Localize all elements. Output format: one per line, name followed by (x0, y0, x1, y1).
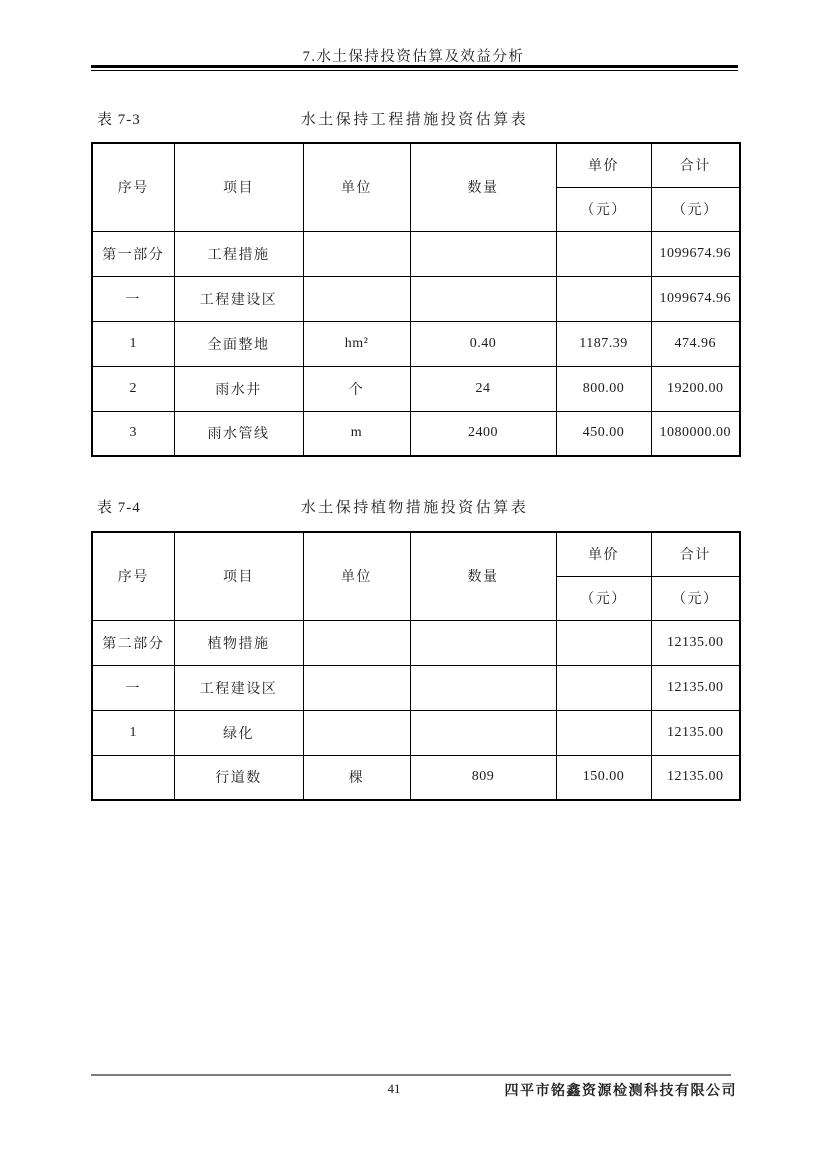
table-cell: 一 (92, 665, 174, 710)
table-cell: 0.40 (410, 321, 556, 366)
table-cell (410, 710, 556, 755)
table-cell: 雨水管线 (174, 411, 303, 456)
table-cell: 450.00 (556, 411, 651, 456)
table-cell (303, 620, 410, 665)
table-cell: 2 (92, 366, 174, 411)
table-cell (556, 710, 651, 755)
table-cell: 1080000.00 (651, 411, 740, 456)
col-header-qty: 数量 (410, 532, 556, 620)
table-cell: 150.00 (556, 755, 651, 800)
table-cell: 工程建设区 (174, 665, 303, 710)
col-header-total: 合计 (651, 532, 740, 576)
table-7-3 (91, 142, 741, 457)
table-cell: 12135.00 (651, 620, 740, 665)
table-cell: 12135.00 (651, 755, 740, 800)
col-header-item: 项目 (174, 532, 303, 620)
table-cell (556, 620, 651, 665)
table-header-row (92, 532, 740, 576)
table-cell (410, 231, 556, 276)
table-7-3-caption (91, 108, 738, 128)
table-row (92, 755, 740, 800)
table-cell: m (303, 411, 410, 456)
table-cell: 3 (92, 411, 174, 456)
table-cell: 第一部分 (92, 231, 174, 276)
table-row (92, 366, 740, 411)
table-cell: 一 (92, 276, 174, 321)
header-divider (91, 65, 738, 71)
table-cell: 植物措施 (174, 620, 303, 665)
table-row (92, 321, 740, 366)
col-header-unit-price: 单价 (556, 143, 651, 187)
table-cell: hm² (303, 321, 410, 366)
table-7-4-caption (91, 496, 738, 516)
table-cell: 1099674.96 (651, 276, 740, 321)
table-cell (303, 231, 410, 276)
table-7-4-label: 表 7-4 (97, 500, 141, 516)
table-cell (92, 755, 174, 800)
table-row (92, 231, 740, 276)
col-header-unit: 单位 (303, 532, 410, 620)
col-header-seq: 序号 (92, 143, 174, 231)
table-cell: 工程措施 (174, 231, 303, 276)
table-row (92, 276, 740, 321)
table-cell: 雨水井 (174, 366, 303, 411)
table-cell: 809 (410, 755, 556, 800)
col-header-unit-price-yuan: （元） (556, 187, 651, 231)
col-header-seq: 序号 (92, 532, 174, 620)
table-cell: 12135.00 (651, 665, 740, 710)
table-cell: 棵 (303, 755, 410, 800)
col-header-total: 合计 (651, 143, 740, 187)
table-7-3-label: 表 7-3 (97, 112, 141, 128)
col-header-unit-price: 单价 (556, 532, 651, 576)
table-cell (410, 276, 556, 321)
table-7-3-title: 水土保持工程措施投资估算表 (300, 112, 529, 128)
page-number: 41 (387, 1081, 401, 1096)
estimate-table-vegetation (91, 531, 741, 801)
table-cell (556, 231, 651, 276)
table-cell (556, 276, 651, 321)
footer-company-name: 四平市铭鑫资源检测科技有限公司 (504, 1082, 737, 1098)
table-cell: 1 (92, 321, 174, 366)
table-cell (410, 665, 556, 710)
table-cell: 绿化 (174, 710, 303, 755)
table-cell: 行道数 (174, 755, 303, 800)
table-header-row (92, 143, 740, 187)
footer-divider (91, 1074, 731, 1076)
table-cell (556, 665, 651, 710)
table-cell (303, 710, 410, 755)
col-header-total-yuan: （元） (651, 187, 740, 231)
col-header-qty: 数量 (410, 143, 556, 231)
col-header-unit-price-yuan: （元） (556, 576, 651, 620)
table-row (92, 665, 740, 710)
table-cell: 工程建设区 (174, 276, 303, 321)
table-cell: 12135.00 (651, 710, 740, 755)
table-cell: 个 (303, 366, 410, 411)
table-row (92, 620, 740, 665)
table-cell: 全面整地 (174, 321, 303, 366)
table-cell: 1 (92, 710, 174, 755)
table-cell (303, 276, 410, 321)
table-7-4 (91, 531, 741, 801)
table-cell (410, 620, 556, 665)
col-header-total-yuan: （元） (651, 576, 740, 620)
table-cell: 474.96 (651, 321, 740, 366)
table-cell: 1187.39 (556, 321, 651, 366)
table-row (92, 710, 740, 755)
table-cell: 800.00 (556, 366, 651, 411)
estimate-table-engineering (91, 142, 741, 457)
table-cell (303, 665, 410, 710)
table-cell: 第二部分 (92, 620, 174, 665)
table-cell: 19200.00 (651, 366, 740, 411)
table-cell: 1099674.96 (651, 231, 740, 276)
col-header-item: 项目 (174, 143, 303, 231)
table-cell: 2400 (410, 411, 556, 456)
table-cell: 24 (410, 366, 556, 411)
col-header-unit: 单位 (303, 143, 410, 231)
table-row (92, 411, 740, 456)
table-7-4-title: 水土保持植物措施投资估算表 (300, 500, 529, 516)
page-header-title: 7.水土保持投资估算及效益分析 (302, 49, 525, 65)
